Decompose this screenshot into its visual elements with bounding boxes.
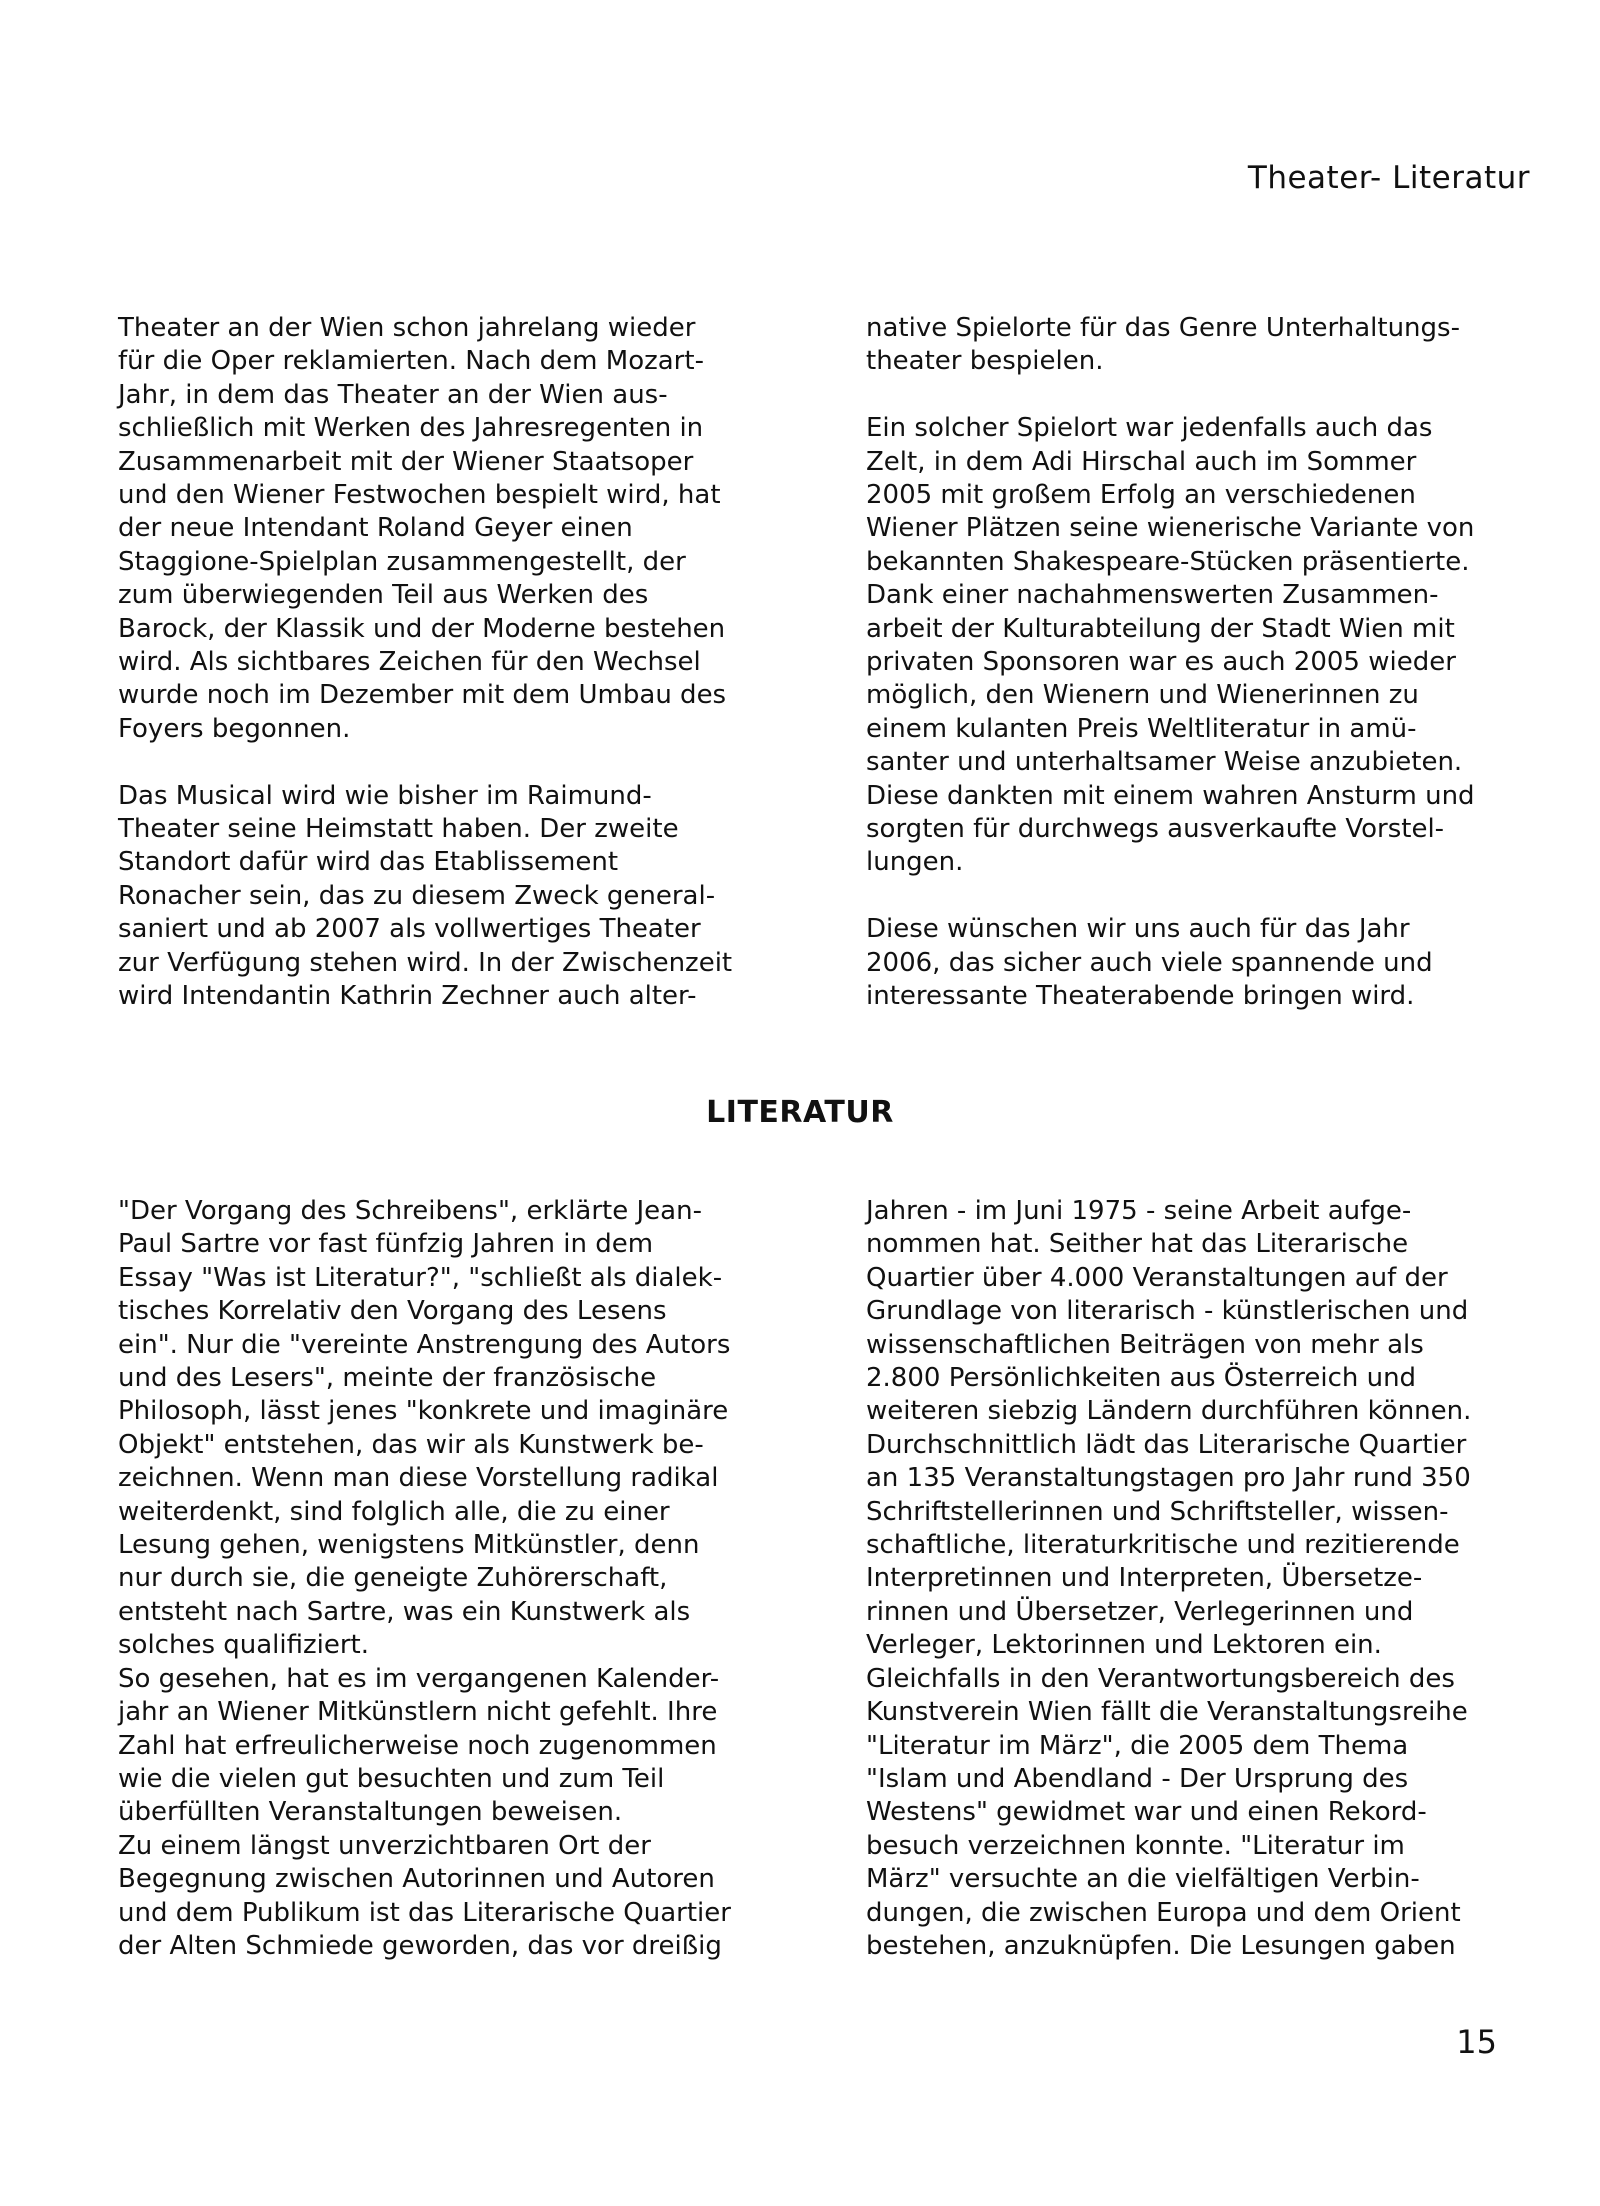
page-number: 15 [1456, 2023, 1497, 2061]
text-line: bestehen, anzuknüpfen. Die Lesungen gaben [866, 1930, 1456, 1961]
text-line: lungen. [866, 847, 964, 878]
text-line: 2005 mit großem Erfolg an verschiedenen [866, 480, 1416, 511]
text-line: weiterdenkt, sind folglich alle, die zu einer [118, 1496, 670, 1527]
paragraph-gap [866, 379, 1526, 412]
text-line: privaten Sponsoren war es auch 2005 wieder [866, 647, 1456, 678]
text-line: nommen hat. Seither hat das Literarische [866, 1229, 1409, 1260]
text-line: Wiener Plätzen seine wienerische Variante von [866, 513, 1475, 544]
text-line: zeichnen. Wenn man diese Vorstellung radikal [118, 1463, 719, 1494]
text-line: Grundlage von literarisch - künstlerischen und [866, 1296, 1469, 1327]
text-line: Begegnung zwischen Autorinnen und Autoren [118, 1864, 715, 1895]
text-line: März" versuchte an die vielfältigen Verbin- [866, 1864, 1420, 1895]
running-head: Theater- Literatur [1247, 160, 1530, 196]
theater-right-column [866, 312, 1526, 1014]
text-line: nur durch sie, die geneigte Zuhörerschaft, [118, 1563, 668, 1594]
text-line: und dem Publikum ist das Literarische Quartier [118, 1897, 731, 1928]
text-line: schließlich mit Werken des Jahresregenten in [118, 413, 704, 444]
text-line: saniert und ab 2007 als vollwertiges Theater [118, 914, 701, 945]
text-line: bekannten Shakespeare-Stücken präsentierte. [866, 546, 1470, 577]
text-line: Foyers begonnen. [118, 713, 351, 744]
literatur-right-column [866, 1195, 1526, 1963]
text-line: einem kulanten Preis Weltliteratur in amü- [866, 713, 1417, 744]
text-line: überfüllten Veranstaltungen beweisen. [118, 1797, 623, 1828]
text-line: Zu einem längst unverzichtbaren Ort der [118, 1830, 651, 1861]
text-line: Interpretinnen und Interpreten, Übersetze- [866, 1563, 1423, 1594]
text-line: Standort dafür wird das Etablissement [118, 847, 619, 878]
text-line: der neue Intendant Roland Geyer einen [118, 513, 633, 544]
text-line: an 135 Veranstaltungstagen pro Jahr rund 350 [866, 1463, 1471, 1494]
text-line: "Der Vorgang des Schreibens", erklärte Jean- [118, 1196, 702, 1226]
text-line: wie die vielen gut besuchten und zum Teil [118, 1763, 665, 1794]
text-line: weiteren siebzig Ländern durchführen können. [866, 1396, 1472, 1427]
text-line: Quartier über 4.000 Veranstaltungen auf der [866, 1262, 1448, 1293]
text-line: sorgten für durchwegs ausverkaufte Vorstel- [866, 814, 1445, 845]
text-line: möglich, den Wienern und Wienerinnen zu [866, 680, 1419, 711]
text-line: "Literatur im März", die 2005 dem Thema [866, 1730, 1409, 1761]
text-line: Lesung gehen, wenigstens Mitkünstler, denn [118, 1530, 700, 1561]
text-line: So gesehen, hat es im vergangenen Kalender- [118, 1663, 720, 1694]
text-line: wird Intendantin Kathrin Zechner auch alter- [118, 981, 697, 1012]
text-line: Westens" gewidmet war und einen Rekord- [866, 1797, 1427, 1828]
text-line: jahr an Wiener Mitkünstlern nicht gefehlt. Ihre [118, 1697, 718, 1728]
text-line: Gleichfalls in den Verantwortungsbereich des [866, 1663, 1455, 1694]
text-line: Jahren - im Juni 1975 - seine Arbeit aufge- [866, 1196, 1412, 1226]
text-line: theater bespielen. [866, 346, 1104, 377]
text-line: wissenschaftlichen Beiträgen von mehr als [866, 1329, 1424, 1360]
text-line: Jahr, in dem das Theater an der Wien aus- [118, 379, 668, 410]
text-line: entsteht nach Sartre, was ein Kunstwerk als [118, 1596, 691, 1627]
text-line: und des Lesers", meinte der französische [118, 1363, 657, 1394]
text-line: Verleger, Lektorinnen und Lektoren ein. [866, 1630, 1382, 1661]
text-line: "Islam und Abendland - Der Ursprung des [866, 1763, 1409, 1794]
text-line: rinnen und Übersetzer, Verlegerinnen und [866, 1596, 1414, 1627]
text-line: solches qualifiziert. [118, 1630, 370, 1661]
literatur-left-column [118, 1195, 778, 1963]
paragraph-gap [118, 746, 778, 779]
text-line: Barock, der Klassik und der Moderne bestehen [118, 613, 726, 644]
text-line: arbeit der Kulturabteilung der Stadt Wien mit [866, 613, 1455, 644]
text-line: wird. Als sichtbares Zeichen für den Wechsel [118, 647, 701, 678]
section-heading-literatur: LITERATUR [706, 1095, 894, 1130]
text-line: zum überwiegenden Teil aus Werken des [118, 580, 649, 611]
text-line: besuch verzeichnen konnte. "Literatur im [866, 1830, 1405, 1861]
text-line: für die Oper reklamierten. Nach dem Mozart- [118, 346, 704, 377]
text-line: Philosoph, lässt jenes "konkrete und imaginäre [118, 1396, 729, 1427]
text-line: Dank einer nachahmenswerten Zusammen- [866, 580, 1439, 611]
text-line: interessante Theaterabende bringen wird. [866, 981, 1415, 1012]
text-line: Essay "Was ist Literatur?", "schließt als dialek- [118, 1262, 723, 1293]
text-line: dungen, die zwischen Europa und dem Orient [866, 1897, 1461, 1928]
text-line: Theater an der Wien schon jahrelang wieder [118, 313, 696, 343]
text-line: Zusammenarbeit mit der Wiener Staatsoper [118, 446, 694, 477]
text-line: Paul Sartre vor fast fünfzig Jahren in dem [118, 1229, 654, 1260]
text-line: Diese dankten mit einem wahren Ansturm und [866, 780, 1475, 811]
text-line: schaftliche, literaturkritische und rezitierende [866, 1530, 1460, 1561]
text-line: 2.800 Persönlichkeiten aus Österreich und [866, 1363, 1417, 1394]
text-line: Durchschnittlich lädt das Literarische Quartier [866, 1429, 1467, 1460]
text-line: Zelt, in dem Adi Hirschal auch im Sommer [866, 446, 1417, 477]
text-line: Theater seine Heimstatt haben. Der zweite [118, 814, 679, 845]
text-line: Ein solcher Spielort war jedenfalls auch das [866, 413, 1433, 444]
text-line: Ronacher sein, das zu diesem Zweck general- [118, 880, 716, 911]
text-line: Schriftstellerinnen und Schriftsteller, wissen- [866, 1496, 1449, 1527]
paragraph-gap [866, 880, 1526, 913]
text-line: Kunstverein Wien fällt die Veranstaltungsreihe [866, 1697, 1468, 1728]
text-line: 2006, das sicher auch viele spannende und [866, 947, 1433, 978]
text-line: santer und unterhaltsamer Weise anzubieten. [866, 747, 1463, 778]
text-line: Staggione-Spielplan zusammengestellt, der [118, 546, 686, 577]
text-line: ein". Nur die "vereinte Anstrengung des Autors [118, 1329, 731, 1360]
text-line: native Spielorte für das Genre Unterhaltungs- [866, 313, 1460, 343]
text-line: Das Musical wird wie bisher im Raimund- [118, 780, 652, 811]
text-line: und den Wiener Festwochen bespielt wird, hat [118, 480, 721, 511]
text-line: Diese wünschen wir uns auch für das Jahr [866, 914, 1410, 945]
text-line: tisches Korrelativ den Vorgang des Lesens [118, 1296, 667, 1327]
theater-left-column [118, 312, 778, 1014]
text-line: der Alten Schmiede geworden, das vor dreißig [118, 1930, 722, 1961]
text-line: zur Verfügung stehen wird. In der Zwischenzeit [118, 947, 733, 978]
text-line: Zahl hat erfreulicherweise noch zugenommen [118, 1730, 717, 1761]
text-line: wurde noch im Dezember mit dem Umbau des [118, 680, 727, 711]
text-line: Objekt" entstehen, das wir als Kunstwerk be- [118, 1429, 704, 1460]
